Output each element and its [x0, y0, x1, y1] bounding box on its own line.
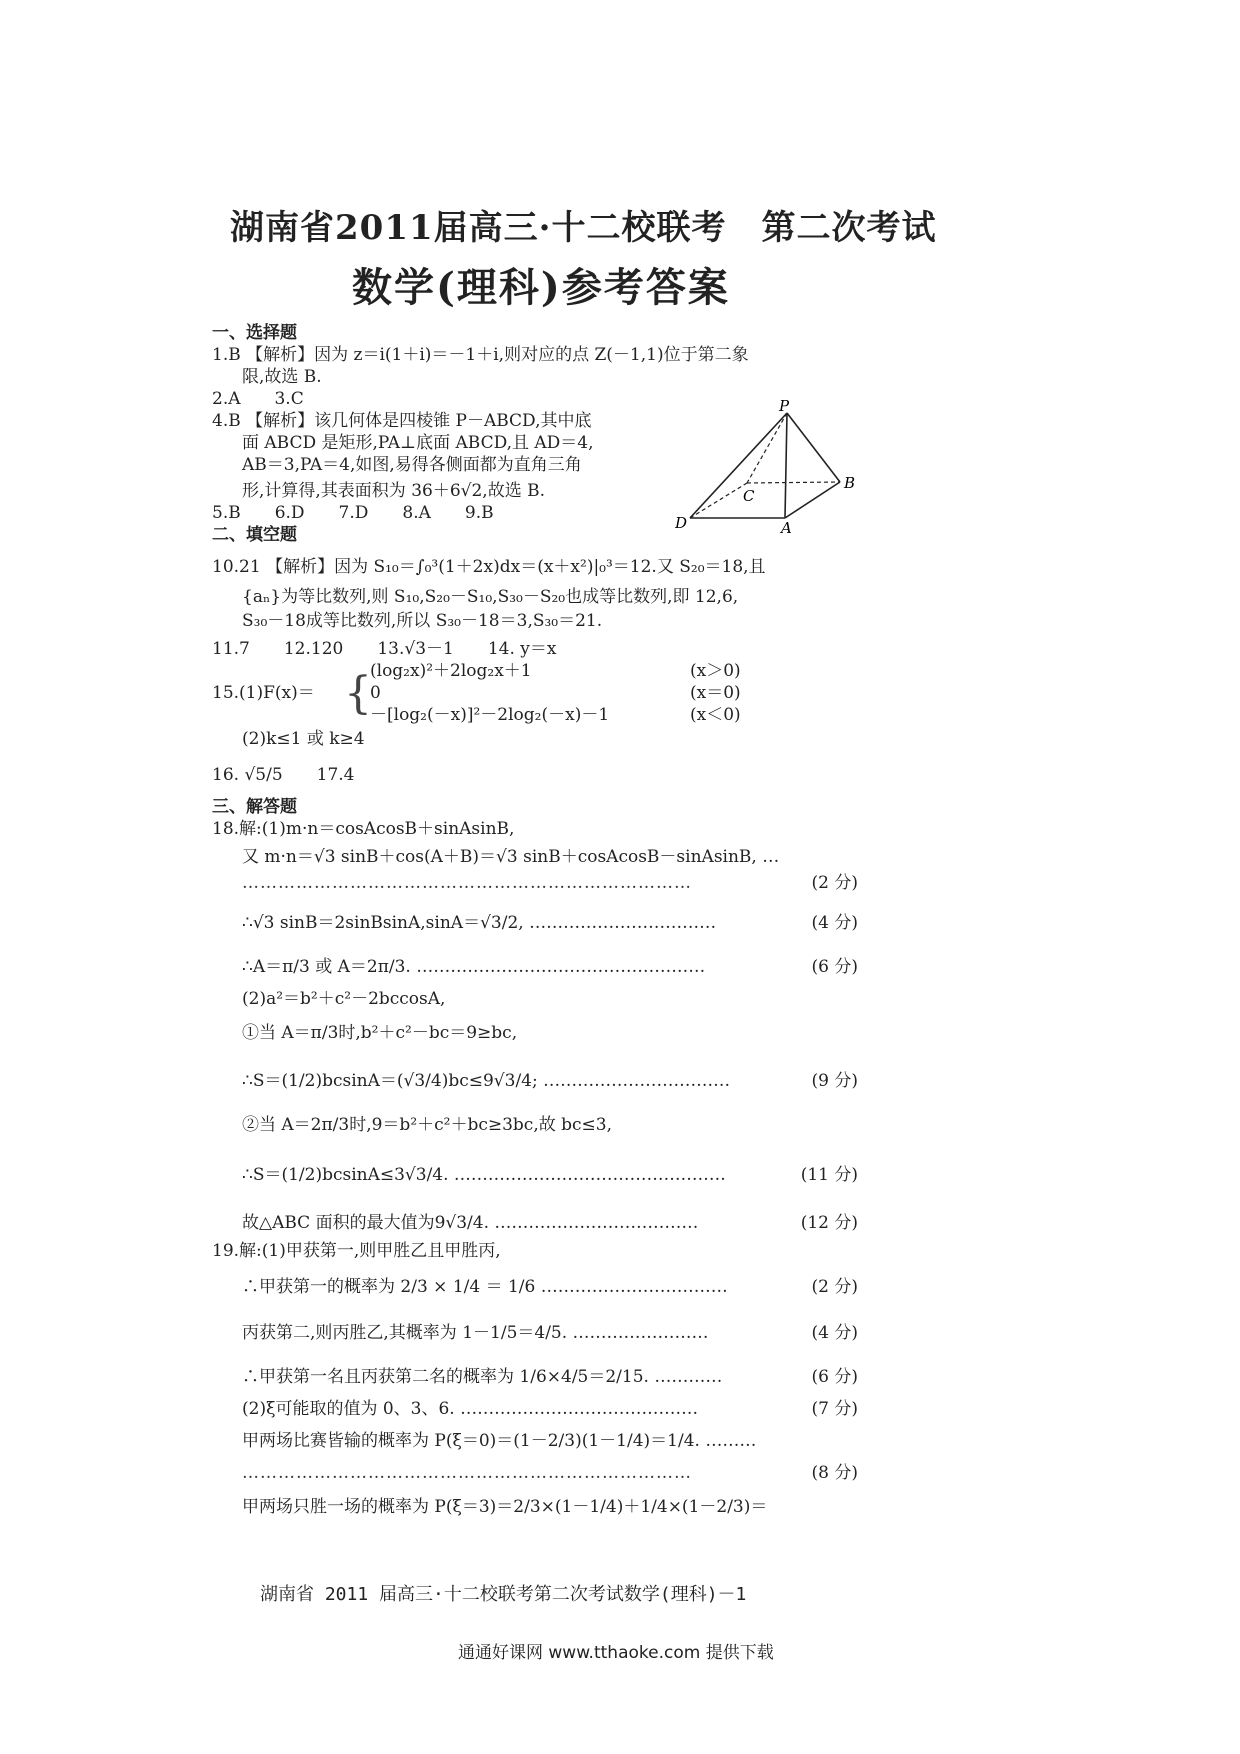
section-heading-choice: 一、选择题 [212, 323, 297, 343]
answer-line: S₃₀－18成等比数列,所以 S₃₀－18＝3,S₃₀＝21. [242, 611, 603, 631]
label-C: C [743, 487, 755, 505]
answer-text: ∴A＝π/3 或 A＝2π/3. …………………………………………… [242, 957, 706, 977]
page-subtitle: 数学(理科)参考答案 [352, 264, 730, 311]
edge-AB [785, 482, 840, 518]
score-badge: (6 分) [811, 1367, 858, 1387]
edge-CB [747, 482, 840, 483]
score-badge: (2 分) [811, 873, 858, 893]
score-badge: (11 分) [800, 1165, 858, 1185]
answer-line: 面 ABCD 是矩形,PA⊥底面 ABCD,且 AD＝4, [242, 433, 594, 453]
score-badge: (6 分) [811, 957, 858, 977]
answer-line: 限,故选 B. [242, 367, 322, 387]
answer-line: 5.B 6.D 7.D 8.A 9.B [212, 503, 494, 523]
score-row [242, 1212, 858, 1234]
score-badge: (12 分) [800, 1213, 858, 1233]
score-badge: (8 分) [811, 1463, 858, 1483]
score-badge: (9 分) [811, 1071, 858, 1091]
answer-text: 丙获第二,则丙胜乙,其概率为 1－1/5＝4/5. …………………… [242, 1323, 709, 1343]
answer-text: 故△ABC 面积的最大值为9√3/4. ……………………………… [242, 1213, 699, 1233]
section-heading-fill: 二、填空题 [212, 525, 297, 545]
score-row [242, 1398, 858, 1420]
score-badge: (4 分) [811, 1323, 858, 1343]
answer-line: ①当 A＝π/3时,b²＋c²－bc＝9≥bc, [242, 1023, 518, 1043]
answer-text: (2)ξ可能取的值为 0、3、6. …………………………………… [242, 1399, 699, 1419]
answer-line: {aₙ}为等比数列,则 S₁₀,S₂₀－S₁₀,S₃₀－S₂₀也成等比数列,即 12,6, [242, 587, 739, 607]
score-row [242, 912, 858, 934]
answer-line: 甲两场只胜一场的概率为 P(ξ＝3)＝2/3×(1－1/4)＋1/4×(1－2/3)＝ [242, 1497, 768, 1517]
answer-line: 16. √5/5 17.4 [212, 765, 355, 785]
answer-text: ∴√3 sinB＝2sinBsinA,sinA＝√3/2, …………………………… [242, 913, 717, 933]
answer-text: ∴S＝(1/2)bcsinA＝(√3/4)bc≤9√3/4; …………………………… [242, 1071, 731, 1091]
answer-line: 4.B 【解析】该几何体是四棱锥 P－ABCD,其中底 [212, 411, 592, 431]
score-row [242, 956, 858, 978]
answer-line: 甲两场比赛皆输的概率为 P(ξ＝0)＝(1－2/3)(1－1/4)＝1/4. ……… [242, 1431, 757, 1451]
answer-line: (2)k≤1 或 k≥4 [242, 729, 365, 749]
download-credit: 通通好课网 www.tthaoke.com 提供下载 [458, 1643, 774, 1663]
answer-line: 2.A 3.C [212, 389, 304, 409]
answer-text: ∴甲获第一名且丙获第二名的概率为 1/6×4/5＝2/15. ………… [242, 1367, 723, 1387]
edge-PC [747, 413, 787, 483]
answer-text: ∴S＝(1/2)bcsinA≤3√3/4. ………………………………………… [242, 1165, 726, 1185]
answer-line: 形,计算得,其表面积为 36＋6√2,故选 B. [242, 481, 546, 501]
answer-line: 19.解:(1)甲获第一,则甲胜乙且甲胜丙, [212, 1241, 501, 1261]
score-row [242, 1164, 858, 1186]
answer-line: 又 m·n＝√3 sinB＋cos(A＋B)＝√3 sinB＋cosAcosB－sinAsinB, … [242, 847, 780, 867]
score-badge: (2 分) [811, 1277, 858, 1297]
piecewise-condition: (x＝0) [690, 683, 741, 703]
answer-line: 11.7 12.120 13.√3－1 14. y＝x [212, 639, 557, 659]
answer-line: 1.B 【解析】因为 z＝i(1＋i)＝－1＋i,则对应的点 Z(－1,1)位于第二象 [212, 345, 749, 365]
brace: { [344, 668, 372, 719]
piecewise-case: 0 [370, 683, 381, 703]
page-footer: 湖南省 2011 届高三·十二校联考第二次考试数学(理科)－1 [260, 1584, 747, 1605]
dot-leader: ………………………………………………………………… [242, 873, 692, 893]
page-title: 湖南省2011届高三·十二校联考 第二次考试 [230, 208, 937, 248]
score-row [242, 1366, 858, 1388]
piecewise-condition: (x＞0) [690, 661, 741, 681]
answer-line: (2)a²＝b²＋c²－2bccosA, [242, 989, 446, 1009]
answer-line: ②当 A＝2π/3时,9＝b²＋c²＋bc≥3bc,故 bc≤3, [242, 1115, 613, 1135]
score-row [242, 1322, 858, 1344]
score-row [242, 872, 858, 894]
score-badge: (7 分) [811, 1399, 858, 1419]
piecewise-case: (log₂x)²＋2log₂x＋1 [370, 661, 532, 681]
label-P: P [779, 400, 790, 415]
answer-line: 18.解:(1)m·n＝cosAcosB＋sinAsinB, [212, 819, 515, 839]
score-row [242, 1070, 858, 1092]
answer-line: 10.21 【解析】因为 S₁₀＝∫₀³(1＋2x)dx＝(x＋x²)|₀³＝12.又 S₂₀＝18,且 [212, 557, 766, 577]
dot-leader: ………………………………………………………………… [242, 1463, 692, 1483]
pyramid-figure [675, 400, 865, 535]
score-badge: (4 分) [811, 913, 858, 933]
answer-text: ∴甲获第一的概率为 2/3 × 1/4 ＝ 1/6 …………………………… [242, 1277, 728, 1297]
label-B: B [844, 474, 856, 492]
score-row [242, 1276, 858, 1298]
label-D: D [675, 514, 688, 532]
label-A: A [781, 519, 792, 535]
edge-PB [787, 413, 840, 482]
edge-PD [690, 413, 787, 518]
section-heading-solution: 三、解答题 [212, 797, 297, 817]
answer-line: 15.(1)F(x)＝ [212, 683, 315, 703]
edge-PA [785, 413, 787, 518]
score-row [242, 1462, 858, 1484]
answer-line: AB＝3,PA＝4,如图,易得各侧面都为直角三角 [242, 455, 582, 475]
piecewise-condition: (x＜0) [690, 705, 741, 725]
piecewise-case: －[log₂(－x)]²－2log₂(－x)－1 [370, 705, 610, 725]
